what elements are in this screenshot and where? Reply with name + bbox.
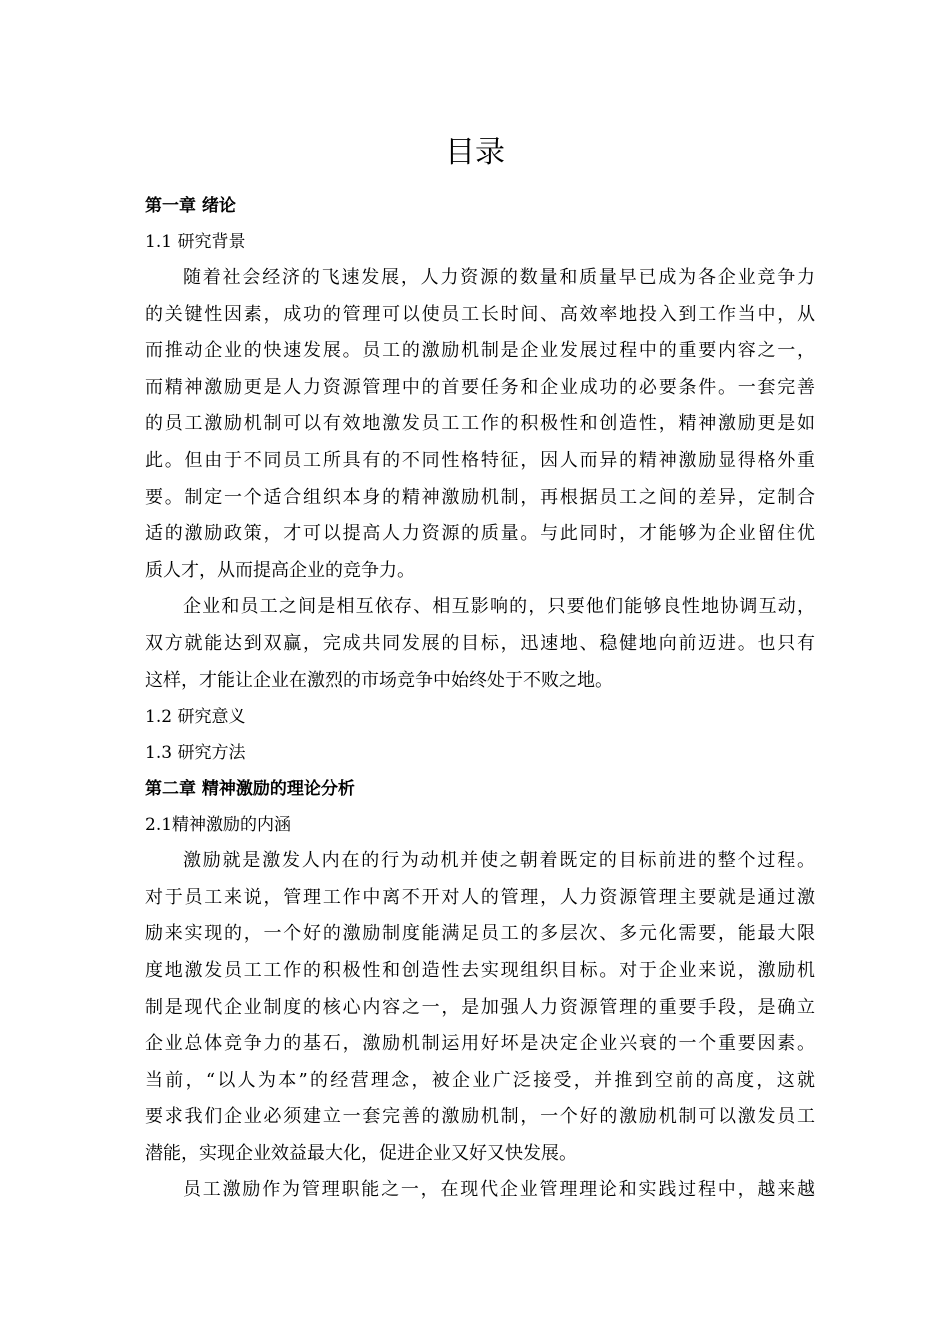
text-line: 制是现代企业制度的核心内容之一，是加强人力资源管理的重要手段，是确立 xyxy=(145,996,815,1018)
text-line: 潜能，实现企业效益最大化，促进企业又好又快发展。 xyxy=(145,1142,577,1164)
section-heading: 1.1 研究背景 xyxy=(145,232,246,252)
section-heading: 1.3 研究方法 xyxy=(145,743,246,764)
text-line: 质人才，从而提高企业的竞争力。 xyxy=(145,559,415,581)
chapter-heading: 第一章 绪论 xyxy=(145,196,236,216)
paragraph xyxy=(145,589,815,699)
section-heading: 1.2 研究意义 xyxy=(145,707,246,728)
paragraph xyxy=(145,843,815,1172)
section-heading: 2.1精神激励的内涵 xyxy=(145,815,292,836)
paragraph xyxy=(145,260,815,589)
text-line: 随着社会经济的飞速发展，人力资源的数量和质量早已成为各企业竞争力 xyxy=(183,267,815,288)
text-line: 适的激励政策，才可以提高人力资源的质量。与此同时，才能够为企业留住优 xyxy=(145,523,815,545)
text-line: 的员工激励机制可以有效地激发员工工作的积极性和创造性，精神激励更是如 xyxy=(145,413,815,435)
text-line: 双方就能达到双赢，完成共同发展的目标，迅速地、稳健地向前迈进。也只有 xyxy=(145,632,815,654)
text-line: 要。制定一个适合组织本身的精神激励机制，再根据员工之间的差异，定制合 xyxy=(145,486,815,508)
text-line: 企业总体竞争力的基石，激励机制运用好坏是决定企业兴衰的一个重要因素。 xyxy=(145,1033,815,1055)
text-line: 而推动企业的快速发展。员工的激励机制是企业发展过程中的重要内容之一， xyxy=(145,340,815,362)
text-line: 的关键性因素，成功的管理可以使员工长时间、高效率地投入到工作当中，从 xyxy=(145,303,815,325)
text-line: 企业和员工之间是相互依存、相互影响的，只要他们能够良性地协调互动， xyxy=(183,596,815,618)
text-line: 员工激励作为管理职能之一，在现代企业管理理论和实践过程中，越来越 xyxy=(183,1179,815,1201)
text-line: 这样，才能让企业在激烈的市场竞争中始终处于不败之地。 xyxy=(145,669,613,691)
paragraph xyxy=(145,1172,815,1209)
document-body xyxy=(145,188,815,1209)
text-line: 而精神激励更是人力资源管理中的首要任务和企业成功的必要条件。一套完善 xyxy=(145,376,815,398)
text-line: 度地激发员工工作的积极性和创造性去实现组织目标。对于企业来说，激励机 xyxy=(145,959,815,981)
page-title: 目录 xyxy=(445,135,505,170)
text-line: 此。但由于不同员工所具有的不同性格特征，因人而异的精神激励显得格外重 xyxy=(145,449,815,471)
chapter-heading: 第二章 精神激励的理论分析 xyxy=(145,779,355,800)
text-line: 激励就是激发人内在的行为动机并使之朝着既定的目标前进的整个过程。 xyxy=(183,850,815,872)
text-line: 当前，“以人为本”的经营理念，被企业广泛接受，并推到空前的高度，这就 xyxy=(145,1069,815,1091)
text-line: 要求我们企业必须建立一套完善的激励机制，一个好的激励机制可以激发员工 xyxy=(145,1106,815,1128)
text-line: 励来实现的，一个好的激励制度能满足员工的多层次、多元化需要，能最大限 xyxy=(145,923,815,945)
text-line: 对于员工来说，管理工作中离不开对人的管理，人力资源管理主要就是通过激 xyxy=(145,886,815,908)
